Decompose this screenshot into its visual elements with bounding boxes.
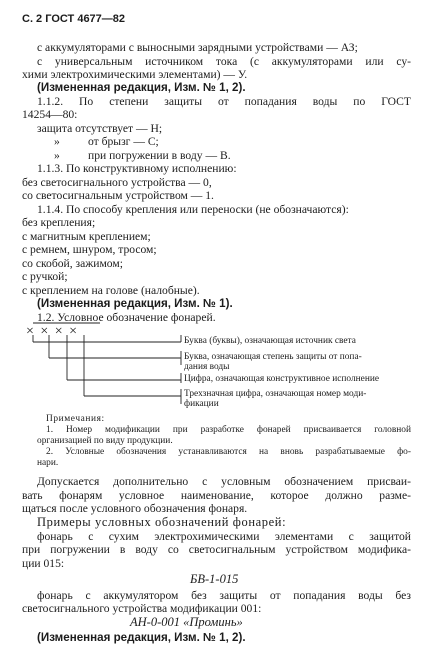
text-line: Допускается дополнительно с условным обозначением присваи- — [37, 475, 411, 488]
notes-title: Примечания: — [46, 414, 105, 424]
text-line: 1.1.3. По конструктивному исполнению: — [37, 162, 237, 175]
text-line: при погружении в воду со светосигнальным устройством модифика- — [22, 543, 411, 556]
note-1-cont: организацией по виду продукции. — [37, 436, 173, 446]
diagram-label-construction: Цифра, означающая конструктивное исполнение — [184, 374, 380, 384]
note-2-cont: нари. — [37, 458, 59, 468]
text-line: фонарь с сухим электрохимическими элементами с защитой — [37, 530, 411, 543]
diagram-label-water-protection: Буква, означающая степень защиты от попа- — [184, 352, 362, 362]
note-1: 1. Номер модификации при разработке фонарей присваивается головной — [46, 425, 411, 435]
amendment-note: (Измененная редакция, Изм. № 1, 2). — [37, 631, 246, 644]
text-line: с универсальным источником тока (с аккумуляторами или су- — [37, 55, 411, 68]
text-line: хими электрохимическими элементами) — У. — [22, 68, 248, 81]
diagram-label-water-protection-cont: дания воды — [184, 362, 230, 372]
text-line: от брызг — С; — [88, 135, 159, 148]
page-header: С. 2 ГОСТ 4677—82 — [22, 13, 126, 25]
examples-heading: Примеры условных обозначений фонарей: — [37, 515, 287, 529]
text-line: с ремнем, шнуром, тросом; — [22, 243, 157, 256]
amendment-note: (Измененная редакция, Изм. № 1). — [37, 297, 233, 310]
example-designation-1: БВ-1-015 — [190, 572, 239, 586]
text-line: с креплением на голове (налобные). — [22, 284, 200, 297]
text-line: 1.2. Условное обозначение фонарей. — [37, 311, 216, 324]
text-line: защита отсутствует — Н; — [37, 122, 163, 135]
text-line: при погружении в воду — В. — [88, 149, 231, 162]
text-line: без светосигнального устройства — 0, — [22, 176, 212, 189]
designation-marks: × × × × — [26, 324, 79, 339]
text-line: с аккумуляторами с выносными зарядными устройствами — АЗ; — [37, 41, 358, 54]
ditto-mark: » — [54, 149, 60, 162]
text-line: с магнитным креплением; — [22, 230, 151, 243]
text-line: со светосигнальным устройством — 1. — [22, 189, 214, 202]
text-line: со скобой, зажимом; — [22, 257, 123, 270]
amendment-note: (Измененная редакция, Изм. № 1, 2). — [37, 81, 246, 94]
text-line: фонарь с аккумулятором без защиты от попадания воды без — [37, 589, 411, 602]
example-designation-2: АН-0-001 «Проминь» — [130, 615, 243, 629]
diagram-label-modification: Трехзначная цифра, означающая номер моди- — [184, 389, 367, 399]
text-line: ции 015: — [22, 557, 65, 570]
text-line: 1.1.2. По степени защиты от попадания воды по ГОСТ — [37, 95, 411, 108]
ditto-mark: » — [54, 135, 60, 148]
text-line: с ручкой; — [22, 270, 68, 283]
text-line: светосигнального устройства модификации 001: — [22, 602, 262, 615]
note-2: 2. Условные обозначения устанавливаются на вновь разрабатываемые фо- — [46, 447, 411, 457]
text-line: 14254—80: — [22, 108, 78, 121]
text-line: вать фонарям условное наименование, которое должно разме- — [22, 489, 411, 502]
diagram-label-light-source: Буква (буквы), означающая источник света — [184, 336, 356, 346]
text-line: 1.1.4. По способу крепления или переноски (не обозначаются): — [37, 203, 349, 216]
text-line: без крепления; — [22, 216, 96, 229]
diagram-label-modification-cont: фикации — [184, 399, 219, 409]
text-line: щаться после условного обозначения фонаря. — [22, 502, 248, 515]
